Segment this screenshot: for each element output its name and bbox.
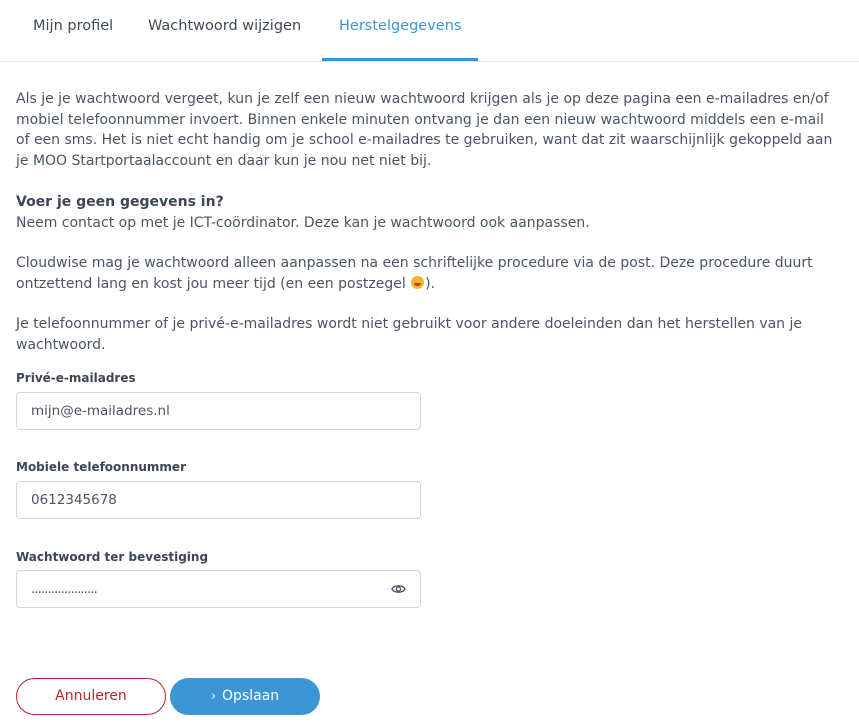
intro-line: Als je je wachtwoord vergeet, kun je zelf een nieuw wachtwoord krijgen als je op deze pagina een e-mailadres en/of — [16, 91, 829, 107]
cloudwise-line: Cloudwise mag je wachtwoord alleen aanpassen na een schriftelijke procedure via de post. Deze procedure duurt — [16, 255, 813, 271]
intro-line: je MOO Startportaalaccount en daar kun je nou net niet bij. — [16, 152, 432, 169]
password-field-wrapper — [16, 570, 421, 608]
email-label: Privé-e-mailadres — [16, 371, 136, 385]
intro-line: mobiel telefoonnummer invoert. Binnen enkele minuten ontvang je dan een nieuw wachtwoord middels een e-mail — [16, 111, 824, 128]
tab-mijn-profiel[interactable]: Mijn profiel — [33, 18, 114, 34]
phone-field[interactable] — [31, 482, 391, 518]
phone-label: Mobiele telefoonnummer — [16, 460, 186, 474]
email-field[interactable] — [31, 393, 391, 429]
eye-icon[interactable] — [391, 582, 406, 596]
no-data-heading: Voer je geen gegevens in? — [16, 194, 224, 210]
cloudwise-line — [16, 274, 846, 295]
phone-field-wrapper — [16, 481, 421, 519]
cloudwise-text-end: ). — [425, 275, 436, 292]
active-tab-indicator — [322, 58, 478, 61]
save-button-label: Opslaan — [222, 688, 280, 704]
chevron-right-icon: › — [210, 689, 217, 704]
cloudwise-section — [16, 253, 846, 294]
privacy-section — [16, 314, 846, 355]
no-data-text: Neem contact op met je ICT-coördinator. Deze kan je wachtwoord ook aanpassen. — [16, 214, 590, 231]
tab-wachtwoord-wijzigen[interactable]: Wachtwoord wijzigen — [148, 18, 302, 34]
cloudwise-text: ontzettend lang en kost jou meer tijd (en een postzegel — [16, 275, 411, 292]
tab-bar — [0, 0, 859, 62]
no-data-section — [16, 192, 846, 233]
intro-paragraph — [16, 89, 846, 171]
save-button[interactable] — [170, 678, 320, 715]
intro-line: of een sms. Het is niet echt handig om je school e-mailadres te gebruiken, want dat zit waarschijnlijk gekoppeld aan — [16, 132, 833, 148]
smiley-emoji-icon — [411, 276, 424, 289]
privacy-line: Je telefoonnummer of je privé-e-mailadres wordt niet gebruikt voor andere doeleinden dan het herstellen van je — [16, 316, 803, 332]
privacy-line: wachtwoord. — [16, 336, 106, 353]
email-field-wrapper — [16, 392, 421, 430]
cancel-button[interactable]: Annuleren — [16, 678, 166, 715]
tab-herstelgegevens[interactable]: Herstelgegevens — [339, 18, 462, 34]
password-label: Wachtwoord ter bevestiging — [16, 550, 209, 564]
password-field[interactable] — [31, 571, 391, 607]
